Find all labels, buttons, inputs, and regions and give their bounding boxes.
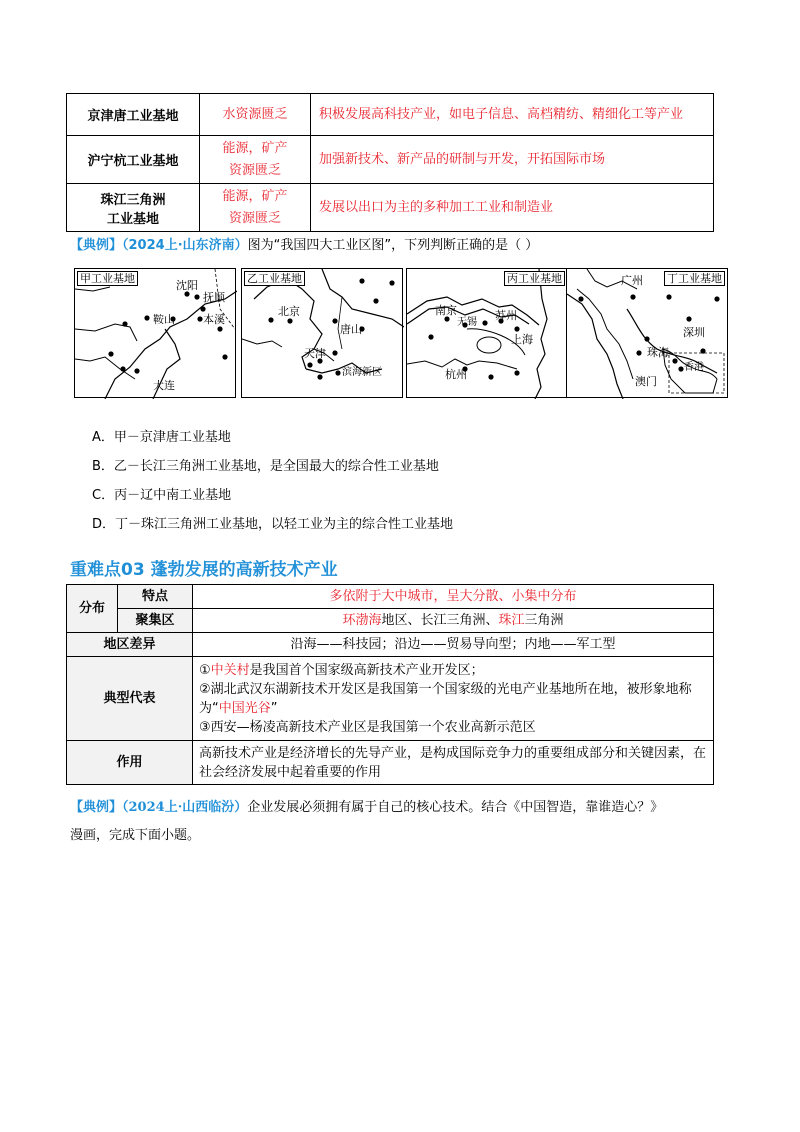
map-yi-drawing [242, 269, 404, 399]
example-question [70, 236, 538, 256]
map-label: 乙工业基地 [244, 271, 305, 286]
map-ding [566, 268, 728, 398]
base-line: 珠江三角洲 [100, 192, 166, 208]
base-cell: 京津唐工业基地 [67, 94, 200, 136]
item-text: ” [270, 700, 278, 716]
strategy-cell: 加强新技术、新产品的研制与开发，开拓国际市场 [311, 136, 714, 184]
city-label: 大连 [153, 379, 175, 392]
option-d[interactable]: D．丁－珠江三角洲工业基地，以轻工业为主的综合性工业基地 [92, 517, 454, 532]
hightech-table [66, 584, 714, 785]
juji-p2: 地区、长江三角洲、 [381, 613, 499, 628]
juji-p1: 环渤海 [342, 613, 382, 628]
option-a[interactable]: A．甲－京津唐工业基地 [92, 430, 231, 445]
city-label: 抚顺 [203, 291, 225, 304]
option-c[interactable]: C．丙－辽中南工业基地 [92, 488, 232, 503]
map-label: 甲工业基地 [77, 271, 138, 286]
strategy-cell: 积极发展高科技产业，如电子信息、高档精纺、精细化工等产业 [311, 94, 714, 136]
section-title: 重难点03 蓬勃发展的高新技术产业 [70, 560, 338, 580]
tedian-value: 多依附于大中城市，呈大分散、小集中分布 [193, 585, 714, 609]
zuoyong-header: 作用 [67, 741, 193, 785]
city-label: 上海 [511, 333, 533, 346]
example2-line1 [70, 798, 663, 818]
example-source: （2024上·山东济南） [122, 238, 248, 253]
problem-line: 资源匮乏 [228, 210, 281, 226]
map-label: 丁工业基地 [664, 271, 725, 286]
city-label: 珠海 [647, 346, 669, 359]
daibiao-item: ③西安—杨凌高新技术产业区是我国第一个农业高新示范区 [199, 719, 536, 735]
table-row [67, 657, 714, 741]
city-label: 本溪 [203, 313, 225, 326]
item-highlight: 中关村 [210, 662, 250, 678]
item-text: 是我国首个国家级高新技术产业开发区； [249, 662, 484, 678]
industrial-base-table [66, 93, 714, 232]
example-source: （2024上·山西临汾） [122, 800, 248, 815]
strategy-cell: 发展以出口为主的多种加工工业和制造业 [311, 184, 714, 232]
example-text: 图为“我国四大工业区图”，下列判断正确的是（ ） [247, 238, 539, 253]
map-bing [406, 268, 568, 398]
base-cell [67, 184, 200, 232]
problem-line: 能源，矿产 [222, 140, 288, 156]
problem-cell [200, 136, 311, 184]
daibiao-item [199, 661, 707, 680]
diqu-value: 沿海——科技园；沿边——贸易导向型；内地——军工型 [193, 633, 714, 657]
juji-p4: 三角洲 [524, 613, 564, 628]
problem-line: 能源，矿产 [222, 188, 288, 204]
city-label: 鞍山 [153, 313, 175, 326]
table-row [67, 741, 714, 785]
city-label: 南京 [435, 304, 457, 317]
juji-value [193, 609, 714, 633]
fenbu-header: 分布 [67, 585, 118, 633]
example-text: 企业发展必须拥有属于自己的核心技术。结合《中国智造，靠谁造心？》 [247, 800, 664, 815]
base-line: 工业基地 [106, 211, 159, 227]
juji-p3: 珠江 [498, 613, 525, 628]
city-label: 广州 [621, 274, 643, 287]
problem-line: 资源匮乏 [228, 162, 281, 178]
example-tag: 【典例】 [70, 800, 123, 815]
map-jia [74, 268, 236, 398]
city-label: 唐山 [340, 323, 362, 336]
zuoyong-value: 高新技术产业是经济增长的先导产业，是构成国际竞争力的重要组成部分和关键因素，在社会经济发展中起着重要的作用 [193, 741, 714, 785]
city-label: 香港 [684, 362, 704, 373]
city-label: 北京 [278, 305, 300, 318]
table-row [67, 633, 714, 657]
map-yi [241, 268, 403, 398]
table-row [67, 609, 714, 633]
city-label: 深圳 [683, 326, 705, 339]
base-cell: 沪宁杭工业基地 [67, 136, 200, 184]
problem-cell: 水资源匮乏 [200, 94, 311, 136]
item-marker: ① [199, 662, 211, 678]
city-label: 沈阳 [176, 279, 198, 292]
map-label: 丙工业基地 [504, 271, 565, 286]
diqu-header: 地区差异 [67, 633, 193, 657]
city-label: 天津 [304, 347, 326, 360]
item-highlight: 中国光谷 [218, 700, 271, 716]
city-label: 滨海新区 [342, 367, 382, 378]
city-label: 苏州 [495, 309, 517, 322]
table-row [67, 94, 714, 136]
tedian-header: 特点 [118, 585, 193, 609]
example-tag: 【典例】 [70, 238, 123, 253]
option-b[interactable]: B．乙－长江三角洲工业基地，是全国最大的综合性工业基地 [92, 459, 439, 474]
city-label: 杭州 [445, 368, 467, 381]
city-label: 澳门 [635, 375, 657, 388]
item-text: ②湖北武汉东湖新技术开发区是我国第一个国家级的光电产业基地所在地，被形象地称为“ [199, 681, 692, 716]
juji-header: 聚集区 [118, 609, 193, 633]
daibiao-value [193, 657, 714, 741]
daibiao-header: 典型代表 [67, 657, 193, 741]
city-label: 无锡 [457, 317, 477, 328]
table-row [67, 184, 714, 232]
example2-line2: 漫画，完成下面小题。 [70, 828, 201, 843]
map-bing-drawing [407, 269, 569, 399]
daibiao-item [199, 680, 707, 718]
problem-cell [200, 184, 311, 232]
table-row [67, 585, 714, 609]
table-row [67, 136, 714, 184]
